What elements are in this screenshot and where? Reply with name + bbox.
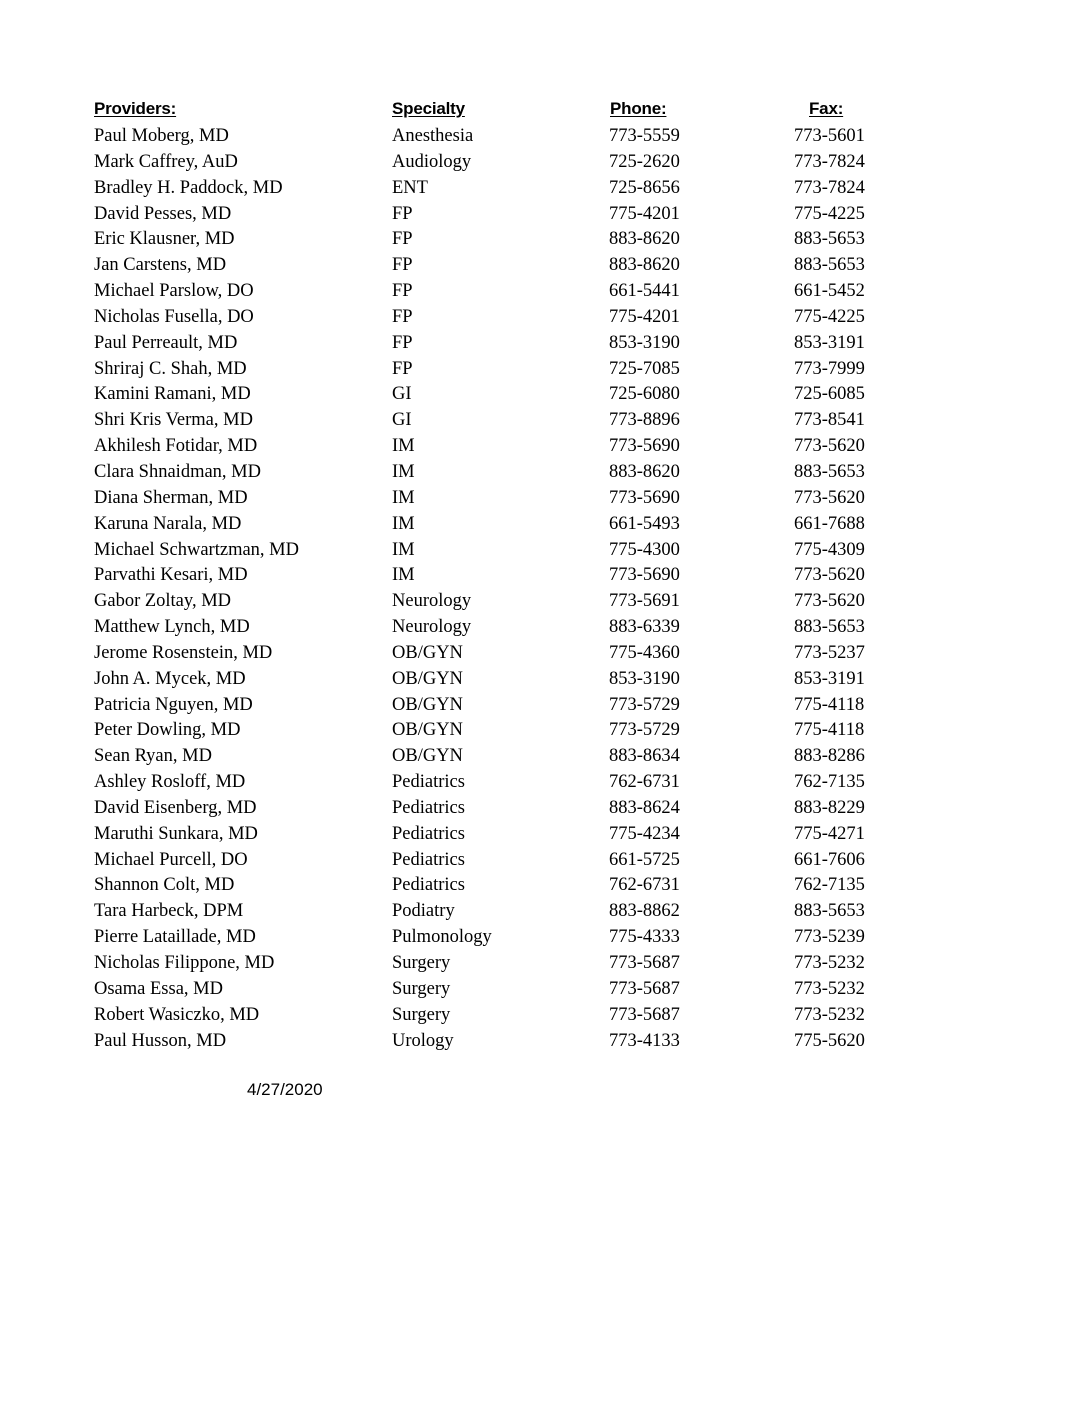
provider-fax: 773-5620 bbox=[794, 565, 865, 586]
provider-name: Shri Kris Verma, MD bbox=[94, 410, 253, 431]
table-row bbox=[0, 1029, 1088, 1055]
table-row bbox=[0, 744, 1088, 770]
provider-specialty: IM bbox=[392, 487, 415, 508]
provider-fax: 775-4271 bbox=[794, 823, 865, 844]
provider-name: Diana Sherman, MD bbox=[94, 487, 248, 508]
provider-name: Karuna Narala, MD bbox=[94, 513, 242, 534]
provider-phone: 853-3190 bbox=[609, 332, 680, 353]
provider-phone: 661-5441 bbox=[609, 281, 680, 302]
provider-table bbox=[0, 124, 1088, 1054]
provider-name: Peter Dowling, MD bbox=[94, 720, 241, 741]
provider-specialty: FP bbox=[392, 203, 413, 224]
provider-name: Tara Harbeck, DPM bbox=[94, 901, 244, 922]
header-specialty: Specialty bbox=[392, 99, 465, 118]
provider-specialty: Pediatrics bbox=[392, 797, 465, 818]
table-row bbox=[0, 718, 1088, 744]
table-row bbox=[0, 538, 1088, 564]
table-row bbox=[0, 512, 1088, 538]
provider-fax: 773-5232 bbox=[794, 1004, 865, 1025]
table-row bbox=[0, 589, 1088, 615]
provider-specialty: Pulmonology bbox=[392, 927, 492, 948]
table-row bbox=[0, 331, 1088, 357]
provider-specialty: OB/GYN bbox=[392, 694, 463, 715]
provider-phone: 883-8620 bbox=[609, 229, 680, 250]
provider-name: Paul Husson, MD bbox=[94, 1030, 227, 1051]
provider-specialty: IM bbox=[392, 436, 415, 457]
provider-specialty: Surgery bbox=[392, 953, 451, 973]
provider-name: Mark Caffrey, AuD bbox=[94, 151, 238, 172]
provider-specialty: Audiology bbox=[392, 151, 472, 172]
provider-name: Shannon Colt, MD bbox=[94, 875, 235, 896]
provider-name: Bradley H. Paddock, MD bbox=[94, 177, 283, 198]
provider-phone: 773-5691 bbox=[609, 591, 680, 612]
provider-fax: 883-5653 bbox=[794, 901, 865, 922]
table-row bbox=[0, 563, 1088, 589]
provider-name: Nicholas Fusella, DO bbox=[94, 306, 254, 327]
provider-specialty: Podiatry bbox=[392, 901, 455, 922]
provider-name: Gabor Zoltay, MD bbox=[94, 591, 232, 612]
provider-name: Paul Moberg, MD bbox=[94, 126, 229, 146]
provider-specialty: Surgery bbox=[392, 1004, 451, 1025]
provider-name: Maruthi Sunkara, MD bbox=[94, 823, 258, 844]
provider-name: Akhilesh Fotidar, MD bbox=[94, 436, 258, 457]
provider-fax: 775-4118 bbox=[794, 694, 865, 715]
provider-phone: 773-4133 bbox=[609, 1030, 680, 1051]
provider-name: Robert Wasiczko, MD bbox=[94, 1004, 260, 1025]
provider-fax: 773-5601 bbox=[794, 126, 865, 146]
document-date: 4/27/2020 bbox=[247, 1080, 323, 1099]
provider-specialty: IM bbox=[392, 513, 415, 534]
table-row bbox=[0, 873, 1088, 899]
table-row bbox=[0, 796, 1088, 822]
provider-name: Michael Purcell, DO bbox=[94, 849, 248, 870]
provider-name: John A. Mycek, MD bbox=[94, 668, 246, 689]
provider-specialty: IM bbox=[392, 565, 415, 586]
provider-specialty: OB/GYN bbox=[392, 746, 463, 767]
provider-fax: 883-5653 bbox=[794, 617, 865, 638]
provider-name: David Pesses, MD bbox=[94, 203, 232, 224]
provider-phone: 773-5690 bbox=[609, 565, 680, 586]
provider-name: Kamini Ramani, MD bbox=[94, 384, 251, 405]
table-row bbox=[0, 925, 1088, 951]
provider-phone: 725-7085 bbox=[609, 358, 680, 379]
provider-specialty: FP bbox=[392, 229, 413, 250]
provider-fax: 773-7824 bbox=[794, 151, 865, 172]
provider-specialty: Pediatrics bbox=[392, 875, 465, 896]
provider-fax: 773-5620 bbox=[794, 591, 865, 612]
provider-specialty: OB/GYN bbox=[392, 720, 463, 741]
table-row bbox=[0, 667, 1088, 693]
table-row bbox=[0, 150, 1088, 176]
table-row bbox=[0, 1003, 1088, 1029]
provider-phone: 853-3190 bbox=[609, 668, 680, 689]
header-phone: Phone: bbox=[610, 99, 667, 118]
provider-phone: 773-5687 bbox=[609, 953, 680, 973]
provider-phone: 883-8634 bbox=[609, 746, 680, 767]
provider-name: Sean Ryan, MD bbox=[94, 746, 212, 767]
provider-phone: 883-8620 bbox=[609, 255, 680, 276]
provider-fax: 773-5239 bbox=[794, 927, 865, 948]
provider-fax: 661-7688 bbox=[794, 513, 865, 534]
provider-fax: 762-7135 bbox=[794, 875, 865, 896]
provider-fax: 773-5232 bbox=[794, 978, 865, 999]
provider-phone: 883-6339 bbox=[609, 617, 680, 638]
provider-name: Michael Schwartzman, MD bbox=[94, 539, 299, 560]
provider-name: Patricia Nguyen, MD bbox=[94, 694, 253, 715]
provider-phone: 773-5729 bbox=[609, 720, 680, 741]
table-row bbox=[0, 434, 1088, 460]
provider-phone: 775-4234 bbox=[609, 823, 680, 844]
provider-name: Parvathi Kesari, MD bbox=[94, 565, 248, 586]
provider-specialty: Neurology bbox=[392, 591, 472, 612]
provider-fax: 775-4225 bbox=[794, 306, 865, 327]
provider-phone: 883-8862 bbox=[609, 901, 680, 922]
table-row bbox=[0, 124, 1088, 150]
table-row bbox=[0, 977, 1088, 1003]
provider-phone: 725-2620 bbox=[609, 151, 680, 172]
provider-phone: 725-8656 bbox=[609, 177, 680, 198]
table-row bbox=[0, 899, 1088, 925]
provider-specialty: Pediatrics bbox=[392, 772, 465, 793]
provider-phone: 775-4201 bbox=[609, 306, 680, 327]
provider-phone: 661-5493 bbox=[609, 513, 680, 534]
provider-phone: 725-6080 bbox=[609, 384, 680, 405]
provider-fax: 883-8229 bbox=[794, 797, 865, 818]
provider-phone: 773-5559 bbox=[609, 126, 680, 146]
provider-specialty: GI bbox=[392, 410, 412, 431]
provider-specialty: Pediatrics bbox=[392, 823, 465, 844]
provider-phone: 773-5690 bbox=[609, 436, 680, 457]
table-row bbox=[0, 176, 1088, 202]
provider-name: Shriraj C. Shah, MD bbox=[94, 358, 247, 379]
provider-fax: 773-5237 bbox=[794, 642, 865, 663]
provider-phone: 775-4300 bbox=[609, 539, 680, 560]
table-row bbox=[0, 486, 1088, 512]
provider-specialty: Pediatrics bbox=[392, 849, 465, 870]
provider-fax: 775-4225 bbox=[794, 203, 865, 224]
provider-phone: 661-5725 bbox=[609, 849, 680, 870]
provider-name: Osama Essa, MD bbox=[94, 978, 223, 999]
provider-specialty: Anesthesia bbox=[392, 126, 474, 146]
provider-fax: 773-5620 bbox=[794, 436, 865, 457]
provider-phone: 773-5729 bbox=[609, 694, 680, 715]
provider-specialty: Surgery bbox=[392, 978, 451, 999]
provider-specialty: OB/GYN bbox=[392, 668, 463, 689]
provider-specialty: IM bbox=[392, 461, 415, 482]
header-providers: Providers: bbox=[94, 99, 177, 118]
provider-name: David Eisenberg, MD bbox=[94, 797, 257, 818]
table-row bbox=[0, 641, 1088, 667]
provider-name: Nicholas Filippone, MD bbox=[94, 953, 275, 973]
provider-fax: 773-7824 bbox=[794, 177, 865, 198]
provider-fax: 773-5620 bbox=[794, 487, 865, 508]
provider-fax: 883-8286 bbox=[794, 746, 865, 767]
provider-name: Matthew Lynch, MD bbox=[94, 617, 250, 638]
provider-specialty: FP bbox=[392, 306, 413, 327]
table-row bbox=[0, 253, 1088, 279]
provider-phone: 762-6731 bbox=[609, 772, 680, 793]
provider-fax: 853-3191 bbox=[794, 668, 865, 689]
table-row bbox=[0, 848, 1088, 874]
table-row bbox=[0, 357, 1088, 383]
provider-specialty: OB/GYN bbox=[392, 642, 463, 663]
provider-name: Ashley Rosloff, MD bbox=[94, 772, 246, 793]
provider-specialty: FP bbox=[392, 281, 413, 302]
provider-phone: 762-6731 bbox=[609, 875, 680, 896]
provider-phone: 775-4201 bbox=[609, 203, 680, 224]
provider-phone: 773-8896 bbox=[609, 410, 680, 431]
provider-fax: 883-5653 bbox=[794, 255, 865, 276]
provider-specialty: IM bbox=[392, 539, 415, 560]
provider-fax: 773-5232 bbox=[794, 953, 865, 973]
provider-fax: 725-6085 bbox=[794, 384, 865, 405]
provider-specialty: FP bbox=[392, 255, 413, 276]
table-row bbox=[0, 822, 1088, 848]
table-row bbox=[0, 202, 1088, 228]
provider-phone: 883-8624 bbox=[609, 797, 680, 818]
provider-fax: 773-8541 bbox=[794, 410, 865, 431]
provider-name: Paul Perreault, MD bbox=[94, 332, 238, 353]
provider-fax: 775-4309 bbox=[794, 539, 865, 560]
table-row bbox=[0, 770, 1088, 796]
table-row bbox=[0, 693, 1088, 719]
table-row bbox=[0, 279, 1088, 305]
provider-phone: 883-8620 bbox=[609, 461, 680, 482]
provider-name: Clara Shnaidman, MD bbox=[94, 461, 261, 482]
table-row bbox=[0, 615, 1088, 641]
provider-name: Eric Klausner, MD bbox=[94, 229, 235, 250]
provider-fax: 775-4118 bbox=[794, 720, 865, 741]
provider-fax: 883-5653 bbox=[794, 461, 865, 482]
provider-specialty: Neurology bbox=[392, 617, 472, 638]
provider-phone: 773-5687 bbox=[609, 1004, 680, 1025]
provider-fax: 762-7135 bbox=[794, 772, 865, 793]
provider-fax: 661-7606 bbox=[794, 849, 865, 870]
table-header bbox=[0, 99, 1088, 125]
provider-phone: 773-5690 bbox=[609, 487, 680, 508]
provider-name: Jan Carstens, MD bbox=[94, 255, 227, 276]
provider-fax: 775-5620 bbox=[794, 1030, 865, 1051]
provider-name: Jerome Rosenstein, MD bbox=[94, 642, 273, 663]
header-fax: Fax: bbox=[809, 99, 844, 118]
provider-specialty: GI bbox=[392, 384, 412, 405]
provider-name: Pierre Lataillade, MD bbox=[94, 927, 256, 948]
provider-fax: 773-7999 bbox=[794, 358, 865, 379]
provider-fax: 883-5653 bbox=[794, 229, 865, 250]
table-row bbox=[0, 227, 1088, 253]
provider-specialty: Urology bbox=[392, 1030, 454, 1051]
table-row bbox=[0, 951, 1088, 977]
provider-fax: 661-5452 bbox=[794, 281, 865, 302]
provider-name: Michael Parslow, DO bbox=[94, 281, 254, 302]
provider-phone: 775-4360 bbox=[609, 642, 680, 663]
provider-specialty: FP bbox=[392, 358, 413, 379]
table-row bbox=[0, 305, 1088, 331]
table-row bbox=[0, 408, 1088, 434]
provider-specialty: ENT bbox=[392, 177, 428, 198]
provider-phone: 775-4333 bbox=[609, 927, 680, 948]
provider-specialty: FP bbox=[392, 332, 413, 353]
table-row bbox=[0, 460, 1088, 486]
provider-fax: 853-3191 bbox=[794, 332, 865, 353]
provider-phone: 773-5687 bbox=[609, 978, 680, 999]
table-row bbox=[0, 382, 1088, 408]
